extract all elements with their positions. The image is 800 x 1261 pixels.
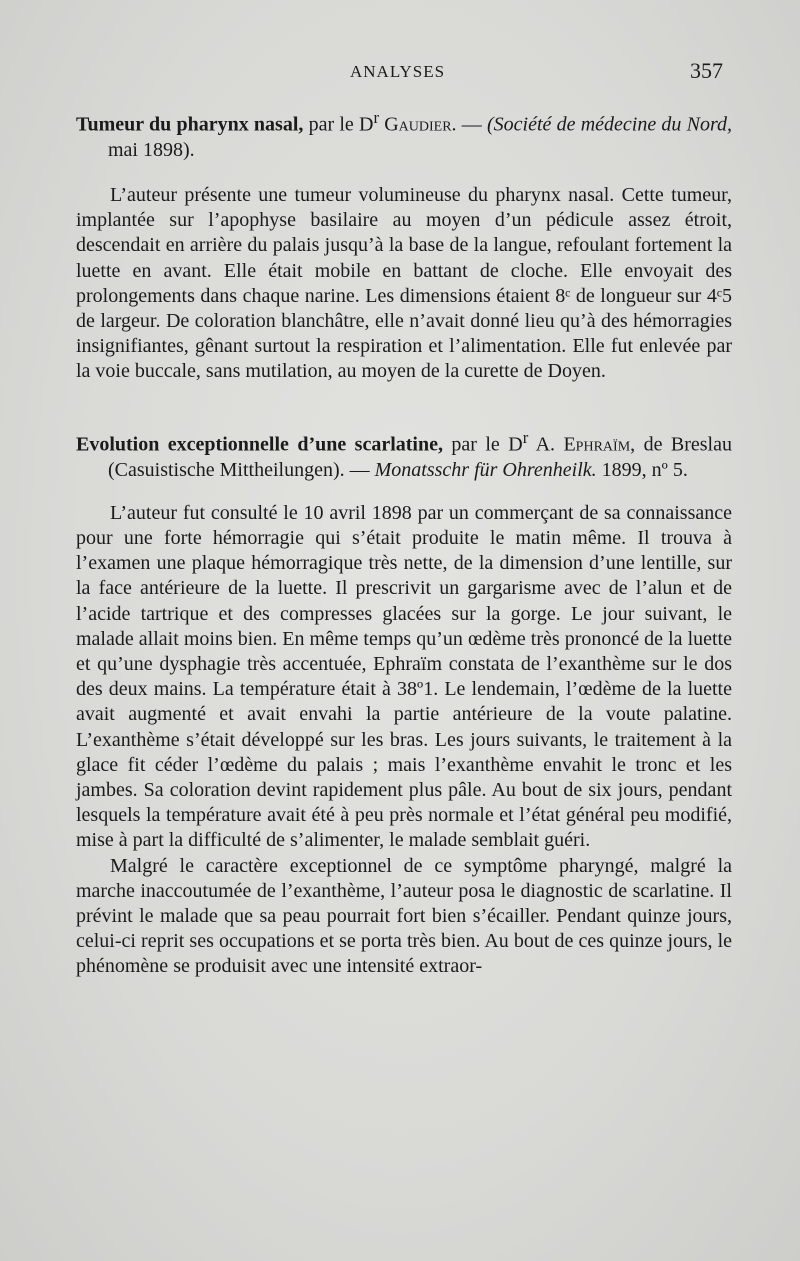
page-number: 357 (690, 58, 723, 83)
article-1-author: Gaudier. (379, 113, 457, 136)
article-1-title: Tumeur du pharynx nasal, (76, 113, 304, 136)
article-2-title: Evolution exceptionnelle d’une scarlatine, (76, 433, 443, 456)
running-title: ANALYSES (350, 62, 446, 81)
article-2-by: par le D (442, 433, 523, 456)
article-2-body-1: L’auteur fut consulté le 10 avril 1898 par un commerçant de sa connaissance pour une forte hémorragie qui s’était produite le matin même. Il trouva à l’examen une plaque hémorragique très nette, de la dimension d’une lentille, sur la face antérieure de la luette. Il prescrivit un gargarisme avec de l’alun et de l’acide tartrique et des compresses glacées sur la gorge. Le jour suivant, le malade allait moins bien. En même temps qu’un œdème très prononcé de la luette et qu’une dysphagie très accentuée, Ephraïm constata de l’exanthème sur le dos des deux mains. La température était à 38º1. Le lendemain, l’œdème de la luette avait augmenté et avait envahi la partie antérieure de la voute palatine. L’exanthème s’était développé sur les bras. Les jours suivants, le traitement à la glace fit céder l’œdème du palais ; mais l’exanthème envahit le tronc et les jambes. Sa coloration devint rapidement plus pâle. Au bout de six jours, pendant lesquels la température avait été à peu près normale et l’état général peu modifié, mise à part la difficulté de s’alimenter, le malade semblait guéri. (76, 501, 732, 852)
page-content (76, 105, 732, 980)
article-1-body: L’auteur présente une tumeur volumineuse du pharynx nasal. Cette tumeur, implantée sur l’apophyse basilaire au moyen d’un pédicule assez étroit, descendait en arrière du palais jusqu’à la base de la langue, refoulant fortement la luette en avant. Elle était mobile en battant de cloche. Elle envoyait des prolongements dans chaque narine. Les dimensions étaient 8ᶜ de longueur sur 4ᶜ5 de largeur. De coloration blanchâtre, elle n’avait donné lieu qu’à des hémorragies insignifiantes, gênant surtout la respiration et l’alimentation. Elle fut enlevée par la voie buccale, sans mutilation, au moyen de la curette de Doyen. (76, 184, 732, 383)
article-2-place: , de Breslau (Casuistische Mittheilungen). — (108, 433, 732, 481)
article-1-date: mai 1898). (108, 138, 195, 161)
page-header (0, 58, 800, 88)
article-2-journal: Monatsschr für Ohrenheilk. (374, 458, 597, 481)
article-2-sup: r (522, 427, 529, 447)
article-1-source: (Société de médecine du Nord, (487, 113, 733, 136)
article-2-date: 1899, nº 5. (596, 458, 688, 481)
article-2-heading (76, 425, 732, 483)
article-1-dash: — (456, 113, 487, 136)
article-1-by: par le D (303, 113, 374, 136)
article-1-sup: r (373, 108, 380, 127)
article-2-author: Ephraïm (563, 433, 631, 456)
article-1-heading (76, 105, 732, 163)
article-2-body-2: Malgré le caractère exceptionnel de ce symptôme pharyngé, malgré la marche inaccoutumée de l’exanthème, l’auteur posa le diagnostic de scarlatine. Il prévint le malade que sa peau pourrait fort bien s’écailler. Pendant quinze jours, celui-ci reprit ses occupations et se porta très bien. Au bout de ces quinze jours, le phénomène se produisit avec une intensité extraor- (76, 854, 732, 978)
article-2-author-initial: A. (528, 433, 564, 456)
